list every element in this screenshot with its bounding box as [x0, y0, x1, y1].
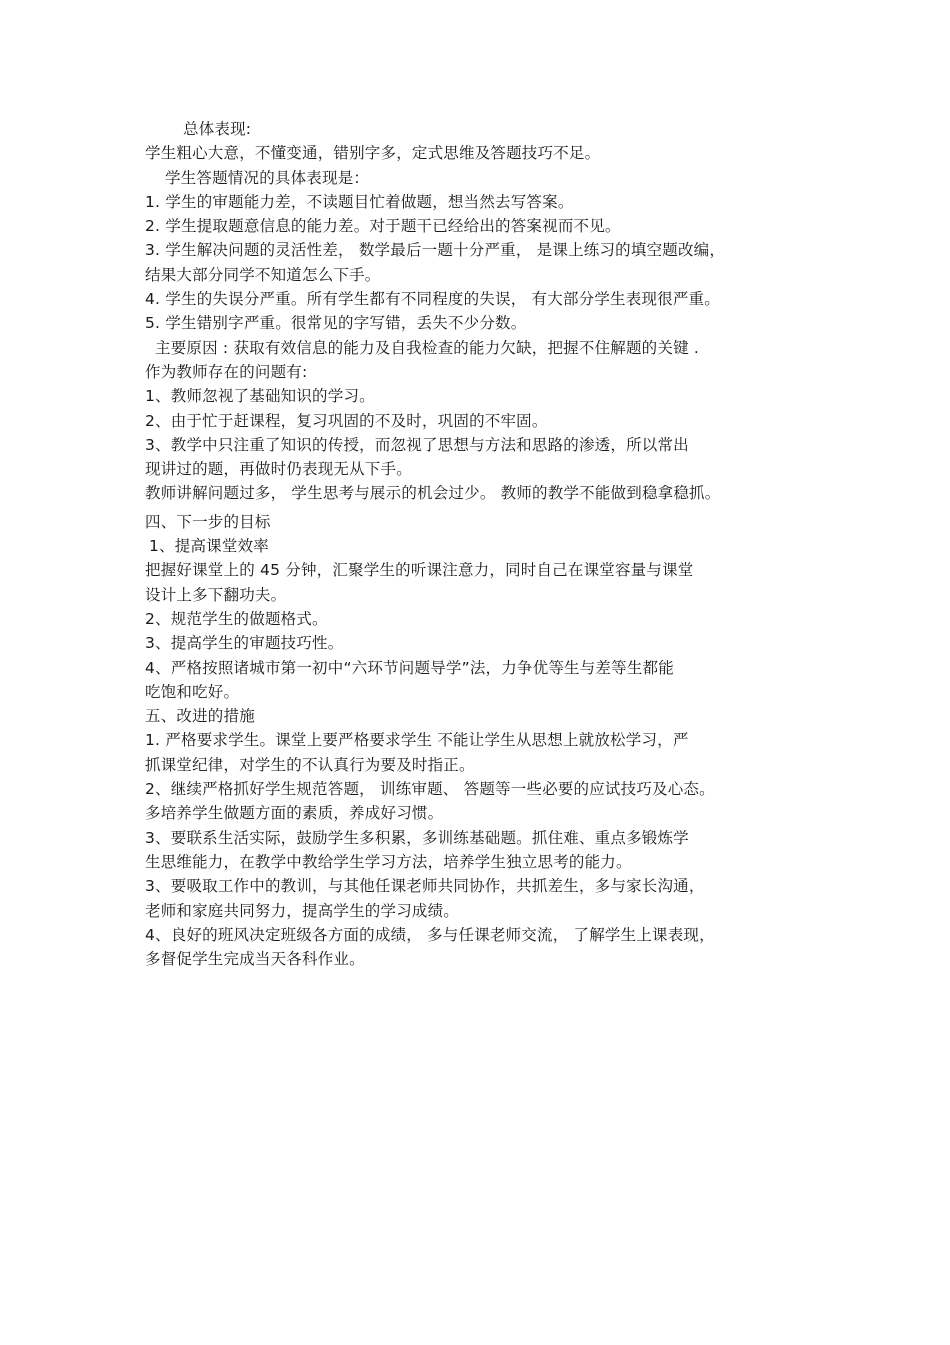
section-four-heading: 四、下一步的目标	[145, 512, 271, 531]
goal-1-text: 把握好课堂上的 45 分钟，汇聚学生的听课注意力，同时自己在课堂容量与课堂	[145, 561, 694, 580]
measure-3a-cont: 生思维能力，在教学中教给学生学习方法，培养学生独立思考的能力。	[145, 852, 632, 871]
measure-3b-cont: 老师和家庭共同努力，提高学生的学习成绩。	[145, 901, 460, 920]
overall-performance-text: 学生粗心大意，不懂变通，错别字多，定式思维及答题技巧不足。	[145, 144, 601, 163]
document-body	[145, 117, 815, 971]
goal-1-heading: 1、提高课堂效率	[149, 537, 269, 556]
performance-item-4: 4. 学生的失误分严重。所有学生都有不同程度的失误， 有大部分学生表现很严重。	[145, 290, 720, 309]
measure-2: 2、继续严格抓好学生规范答题， 训练审题、 答题等一些必要的应试技巧及心态。	[145, 780, 715, 799]
measure-1-cont: 抓课堂纪律，对学生的不认真行为要及时指正。	[145, 755, 475, 774]
specific-performance-heading: 学生答题情况的具体表现是：	[165, 168, 370, 187]
measure-1: 1. 严格要求学生。课堂上要严格要求学生 不能让学生从思想上就放松学习，严	[145, 731, 689, 750]
measure-3b: 3、要吸取工作中的教训，与其他任课老师共同协作，共抓差生，多与家长沟通，	[145, 877, 705, 896]
measure-4: 4、良好的班风决定班级各方面的成绩， 多与任课老师交流， 了解学生上课表现，	[145, 925, 715, 944]
section-five-heading: 五、改进的措施	[145, 707, 255, 726]
goal-2: 2、规范学生的做题格式。	[145, 609, 328, 628]
performance-item-3: 3. 学生解决问题的灵活性差， 数学最后一题十分严重， 是课上练习的填空题改编，	[145, 241, 726, 260]
goal-1-text-cont: 设计上多下翻功夫。	[145, 585, 287, 604]
performance-item-1: 1. 学生的审题能力差，不读题目忙着做题，想当然去写答案。	[145, 192, 574, 211]
measure-4-cont: 多督促学生完成当天各科作业。	[145, 950, 365, 969]
teacher-problem-summary: 教师讲解问题过多， 学生思考与展示的机会过少。 教师的教学不能做到稳拿稳抓。	[145, 484, 721, 503]
performance-item-2: 2. 学生提取题意信息的能力差。对于题干已经给出的答案视而不见。	[145, 217, 621, 236]
measure-3a: 3、要联系生活实际，鼓励学生多积累，多训练基础题。抓住难、重点多锻炼学	[145, 828, 689, 847]
overall-performance-heading: 总体表现:	[183, 120, 252, 138]
teacher-problem-3-cont: 现讲过的题，再做时仍表现无从下手。	[145, 460, 412, 479]
teacher-problem-1: 1、教师忽视了基础知识的学习。	[145, 387, 375, 406]
performance-item-3-cont: 结果大部分同学不知道怎么下手。	[145, 265, 381, 284]
goal-4: 4、严格按照诸城市第一初中“六环节问题导学”法，力争优等生与差等生都能	[145, 658, 674, 677]
teacher-problem-2: 2、由于忙于赶课程，复习巩固的不及时，巩固的不牢固。	[145, 411, 548, 430]
main-reason: 主要原因 : 获取有效信息的能力及自我检查的能力欠缺，把握不住解题的关键 .	[155, 338, 700, 357]
performance-item-5: 5. 学生错别字严重。很常见的字写错，丢失不少分数。	[145, 314, 527, 333]
goal-4-cont: 吃饱和吃好。	[145, 682, 240, 701]
measure-2-cont: 多培养学生做题方面的素质，养成好习惯。	[145, 804, 444, 823]
teacher-problem-3: 3、教学中只注重了知识的传授，而忽视了思想与方法和思路的渗透，所以常出	[145, 435, 689, 454]
teacher-problems-heading: 作为教师存在的问题有:	[145, 362, 308, 381]
goal-3: 3、提高学生的审题技巧性。	[145, 634, 344, 653]
